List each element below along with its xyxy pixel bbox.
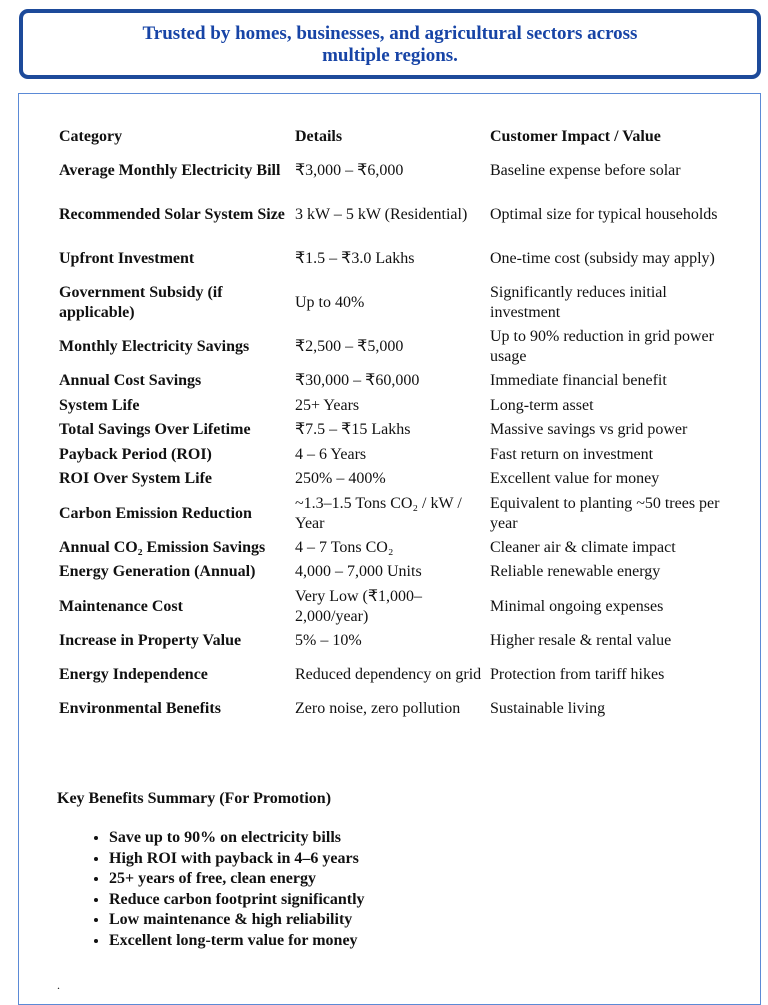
cell-category: Environmental Benefits	[59, 700, 221, 718]
cell-category: Payback Period (ROI)	[59, 445, 212, 463]
cell-impact: Massive savings vs grid power	[490, 421, 688, 439]
cell-impact: Reliable renewable energy	[490, 563, 661, 581]
cell-details: Zero noise, zero pollution	[295, 700, 461, 718]
table-row	[59, 237, 720, 281]
cell-impact: One-time cost (subsidy may apply)	[490, 250, 715, 267]
trust-banner	[19, 9, 761, 79]
summary-item: • High ROI with payback in 4–6 years	[109, 849, 365, 870]
table-row	[59, 585, 720, 629]
cell-category: Average Monthly Electricity Bill	[59, 162, 281, 179]
cell-details: ₹7.5 – ₹15 Lakhs	[295, 421, 411, 439]
cell-category: ROI Over System Life	[59, 470, 213, 488]
cell-impact: Long-term asset	[490, 396, 594, 414]
table-row	[59, 653, 720, 697]
table-row	[59, 193, 720, 237]
table-header-row	[59, 125, 720, 149]
table-row	[59, 492, 720, 536]
cell-details: 250% – 400%	[295, 470, 386, 488]
cell-impact: Immediate financial benefit	[490, 372, 667, 390]
cell-category: Recommended Solar System Size	[59, 206, 285, 223]
table-row	[59, 697, 720, 722]
cell-category: Maintenance Cost	[59, 597, 183, 615]
cell-details: ₹2,500 – ₹5,000	[295, 338, 404, 355]
cell-details: 4 – 6 Years	[295, 445, 367, 463]
summary-item: • Low maintenance & high reliability	[109, 910, 365, 931]
cell-impact: Up to 90% reduction in grid power usage	[490, 328, 714, 365]
cell-impact: Protection from tariff hikes	[490, 666, 665, 683]
cell-category: Annual Cost Savings	[59, 372, 202, 390]
banner-text: Trusted by homes, businesses, and agricultural sectors across multiple regions.	[142, 23, 638, 66]
summary-title: Key Benefits Summary (For Promotion)	[57, 790, 332, 807]
cell-details: 4,000 – 7,000 Units	[295, 563, 422, 581]
summary-item: • Save up to 90% on electricity bills	[109, 828, 365, 849]
solar-benefits-table	[59, 125, 720, 722]
cell-details: Very Low (₹1,000–2,000/year)	[295, 587, 423, 625]
cell-category: Upfront Investment	[59, 250, 195, 267]
cell-category: Energy Generation (Annual)	[59, 563, 256, 581]
cell-details: Reduced dependency on grid	[295, 666, 482, 683]
footer-mark: .	[57, 978, 60, 992]
cell-impact: Higher resale & rental value	[490, 631, 672, 649]
cell-category: Government Subsidy (if applicable)	[59, 284, 223, 321]
cell-impact: Optimal size for typical households	[490, 206, 718, 223]
summary-item: • 25+ years of free, clean energy	[109, 869, 365, 890]
cell-impact: Excellent value for money	[490, 470, 660, 488]
cell-details: 4 – 7 Tons CO₂	[295, 538, 394, 556]
table-row	[59, 394, 720, 419]
summary-item: • Reduce carbon footprint significantly	[109, 890, 365, 911]
cell-category: Total Savings Over Lifetime	[59, 421, 251, 439]
header-details: Details	[295, 128, 343, 145]
cell-impact: Sustainable living	[490, 700, 606, 718]
table-row	[59, 560, 720, 585]
cell-impact: Minimal ongoing expenses	[490, 597, 664, 615]
cell-details: ~1.3–1.5 Tons CO₂ / kW / Year	[295, 494, 462, 532]
cell-category: Energy Independence	[59, 666, 208, 683]
header-category: Category	[59, 128, 123, 145]
table-row	[59, 629, 720, 654]
cell-category: System Life	[59, 396, 140, 414]
summary-list	[56, 828, 365, 951]
table-row	[59, 149, 720, 193]
cell-category: Monthly Electricity Savings	[59, 338, 250, 355]
table-row	[59, 418, 720, 443]
cell-category: Annual CO₂ Emission Savings	[59, 538, 266, 556]
table-row	[59, 467, 720, 492]
cell-details: Up to 40%	[295, 294, 365, 311]
table-row	[59, 281, 720, 325]
table-row	[59, 325, 720, 369]
table-row	[59, 536, 720, 561]
cell-impact: Equivalent to planting ~50 trees per year	[490, 494, 720, 532]
cell-impact: Baseline expense before solar	[490, 162, 681, 179]
header-impact: Customer Impact / Value	[490, 128, 661, 145]
table-row	[59, 369, 720, 394]
table-row	[59, 443, 720, 468]
cell-details: ₹1.5 – ₹3.0 Lakhs	[295, 250, 415, 267]
cell-details: 25+ Years	[295, 396, 360, 414]
cell-category: Increase in Property Value	[59, 631, 242, 649]
cell-impact: Significantly reduces initial investment	[490, 284, 667, 321]
cell-details: 5% – 10%	[295, 631, 362, 649]
cell-details: 3 kW – 5 kW (Residential)	[295, 206, 468, 223]
summary-item: • Excellent long-term value for money	[109, 931, 365, 952]
cell-details: ₹30,000 – ₹60,000	[295, 372, 420, 390]
cell-impact: Cleaner air & climate impact	[490, 538, 676, 556]
cell-impact: Fast return on investment	[490, 445, 654, 463]
cell-details: ₹3,000 – ₹6,000	[295, 162, 404, 179]
cell-category: Carbon Emission Reduction	[59, 504, 252, 522]
